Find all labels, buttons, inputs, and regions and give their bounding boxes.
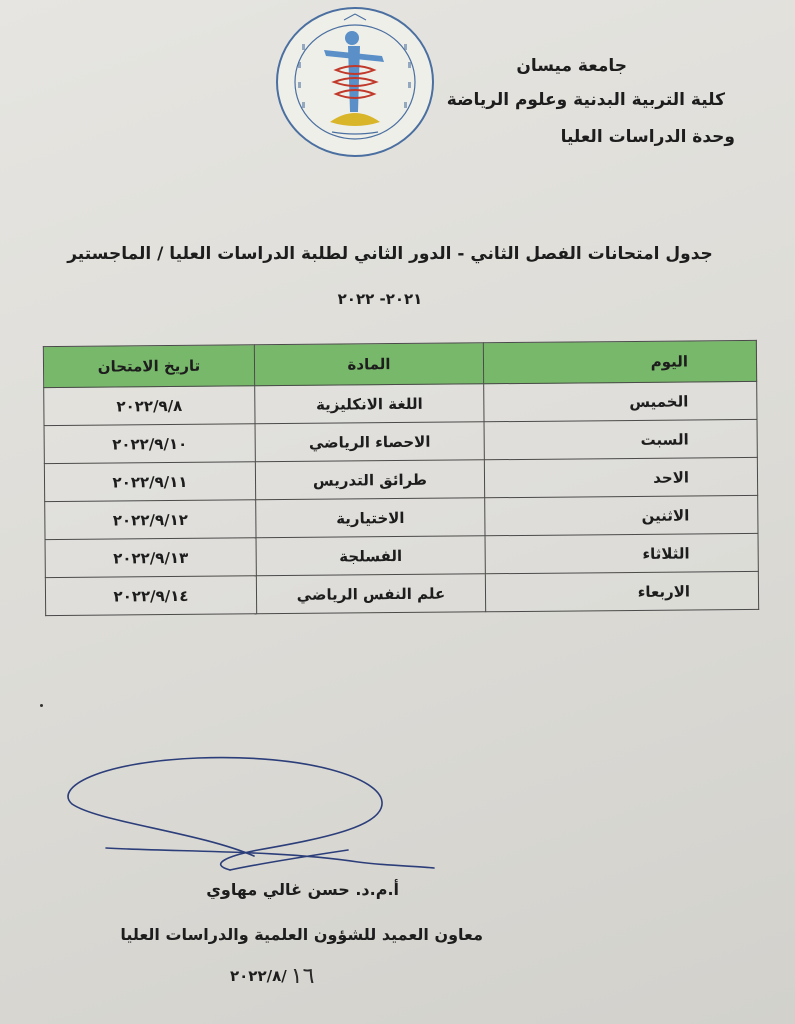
issue-date-handwritten-day: ١٦ [290,964,315,989]
date-cell: ٢٠٢٢/٩/١١ [44,462,255,502]
signer-position: معاون العميد للشؤون العلمية والدراسات العليا [120,925,483,944]
table-row [45,533,758,577]
date-cell: ٢٠٢٢/٩/١٠ [44,424,255,464]
subject-cell: علم النفس الرياضي [256,574,485,614]
exam-schedule-table [43,340,759,616]
subject-cell: الاحصاء الرياضي [255,422,484,462]
header-day: اليوم [483,340,756,383]
handwritten-signature [58,752,438,882]
day-cell: الاثنين [485,495,758,535]
subject-cell: الفسلجة [256,536,485,576]
table-row [44,457,757,501]
date-cell: ٢٠٢٢/٩/٨ [44,386,255,426]
header-subject: المادة [254,343,483,386]
table-row [45,495,758,539]
subject-cell: اللغة الانكليزية [255,384,484,424]
ink-speck [40,704,43,707]
academic-year: ٢٠٢١- ٢٠٢٢ [337,290,423,308]
document-title: جدول امتحانات الفصل الثاني - الدور الثاني لطلبة الدراسات العليا / الماجستير [67,244,713,264]
issue-date-printed: ٢٠٢٢/٨/ [230,967,287,985]
date-cell: ٢٠٢٢/٩/١٤ [45,576,256,616]
day-cell: السبت [484,419,757,459]
day-cell: الثلاثاء [485,533,758,573]
issue-date [230,964,314,989]
table-row [44,381,757,425]
university-name: جامعة ميسان [516,56,627,76]
day-cell: الخميس [484,381,757,421]
day-cell: الاحد [484,457,757,497]
college-seal-logo [274,4,436,160]
table-row [45,571,758,615]
subject-cell: طرائق التدريس [255,460,484,500]
college-name: كلية التربية البدنية وعلوم الرياضة [446,90,725,110]
table-row [44,419,757,463]
unit-name: وحدة الدراسات العليا [560,127,735,147]
table-header-row [43,340,756,387]
date-cell: ٢٠٢٢/٩/١٣ [45,538,256,578]
header-date: تاريخ الامتحان [43,345,254,388]
date-cell: ٢٠٢٢/٩/١٢ [45,500,256,540]
signer-name: أ.م.د. حسن غالي مهاوي [206,880,399,899]
day-cell: الاربعاء [485,571,758,611]
subject-cell: الاختيارية [256,498,485,538]
